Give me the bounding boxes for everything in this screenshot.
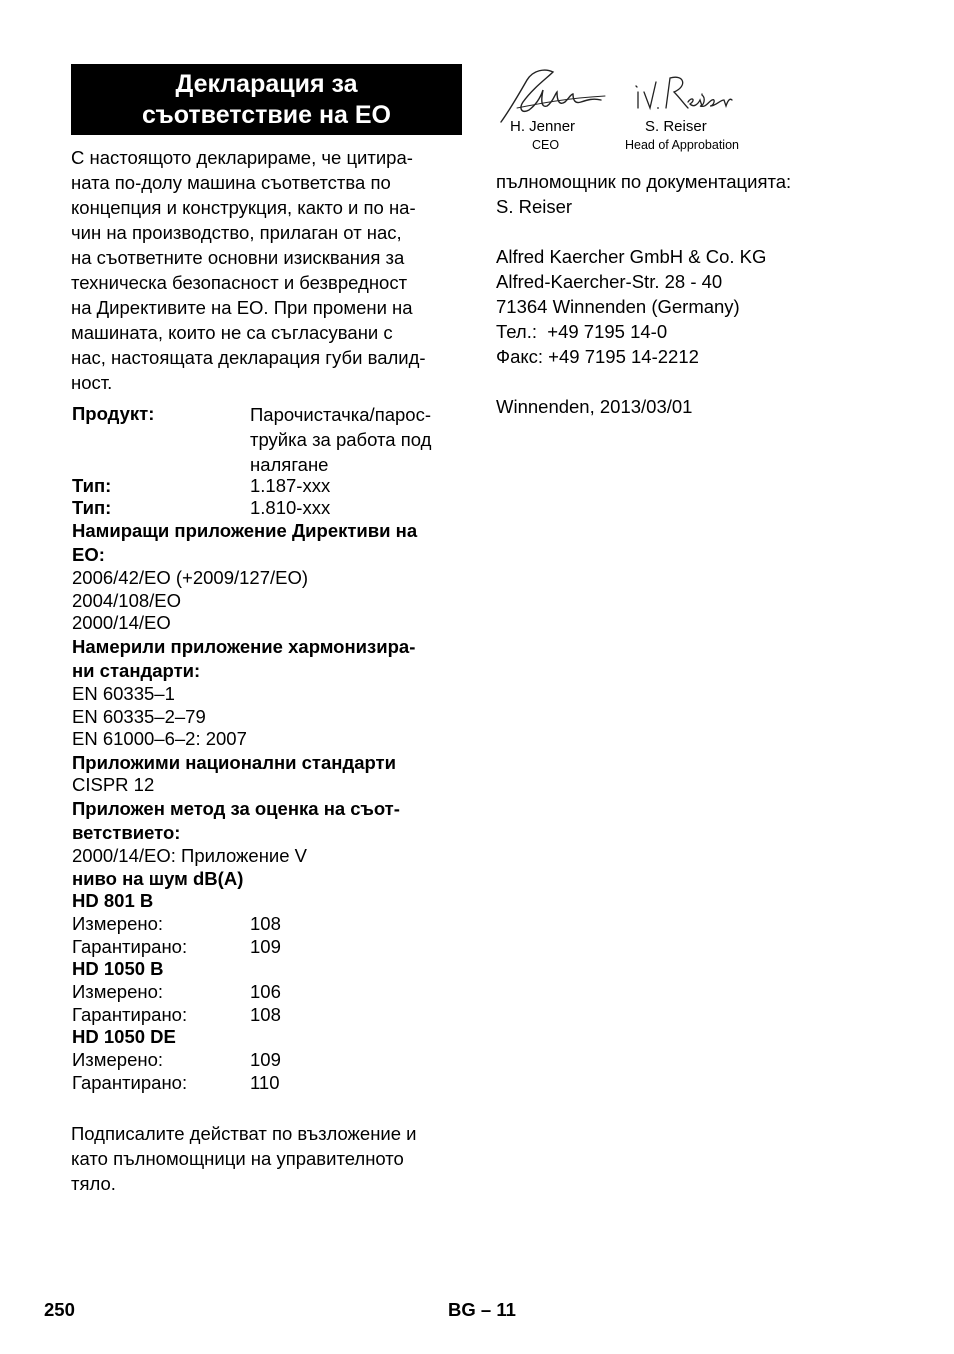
measured-value: 108 [250,913,281,934]
measured-value: 109 [250,1049,281,1070]
intro-line: нас, настоящата декларация губи валид- [71,347,426,368]
address-line: 71364 Winnenden (Germany) [496,296,740,317]
reiser-signature [634,72,734,118]
guaranteed-label: Гарантирано: [72,936,188,957]
intro-line: ност. [71,372,113,393]
measured-value: 106 [250,981,281,1002]
measured-label: Измерено: [72,981,164,1002]
assessment-heading: Приложен метод за оценка на съот- [72,798,400,819]
intro-line: на съответните основни изисквания за [71,247,405,268]
title-line-1: Декларация за [175,70,358,98]
place-date: Winnenden, 2013/03/01 [496,396,693,417]
signatory-name: H. Jenner [510,118,576,135]
directives-heading: ЕО: [72,544,105,565]
product-value-line: Парочистачка/парос- [250,404,431,425]
type-value: 1.810-xxx [250,497,331,518]
closing-line: Подписалите действат по възложение и [71,1123,417,1144]
title-line-2: съответствие на ЕО [141,101,392,129]
measured-label: Измерено: [72,913,164,934]
jenner-signature [497,64,607,124]
noise-model-name: HD 1050 DE [72,1026,176,1047]
signatory-role: Head of Approbation [625,138,739,152]
noise-model-name: HD 1050 B [72,958,164,979]
guaranteed-label: Гарантирано: [72,1004,188,1025]
authorized-line: S. Reiser [496,196,573,217]
intro-line: концепция и конструкция, както и по на- [71,197,416,218]
standard-item: EN 60335–2–79 [72,706,206,727]
address-line: Alfred Kaercher GmbH & Co. KG [496,246,767,267]
standards-heading: Намерили приложение хармонизира- [72,636,416,657]
product-value-line: труйка за работа под [250,429,432,450]
closing-line: като пълномощници на управителното [71,1148,404,1169]
standards-heading: ни стандарти: [72,660,201,681]
signatory-role: CEO [532,138,560,152]
noise-model-name: HD 801 B [72,890,154,911]
guaranteed-value: 108 [250,1004,281,1025]
noise-heading: ниво на шум dB(A) [72,868,244,889]
address-line: Alfred-Kaercher-Str. 28 - 40 [496,271,723,292]
product-value-line: налягане [250,454,329,475]
type-label: Тип: [72,497,112,518]
signatory-name: S. Reiser [645,118,707,135]
directive-item: 2000/14/ЕО [72,612,171,633]
product-value [250,402,465,477]
assessment-heading: ветствието: [72,822,181,843]
guaranteed-label: Гарантирано: [72,1072,188,1093]
intro-line: ната по-долу машина съответства по [71,172,391,193]
guaranteed-value: 110 [250,1072,280,1093]
guaranteed-value: 109 [250,936,281,957]
directive-item: 2006/42/ЕО (+2009/127/ЕО) [72,567,309,588]
closing-line: тяло. [71,1173,116,1194]
address-line: Факс: +49 7195 14-2212 [496,346,699,367]
page-number: 250 [44,1299,75,1320]
authorized-representative [496,169,791,219]
intro-line: на Директивите на ЕО. При промени на [71,297,413,318]
assessment-value: 2000/14/ЕО: Приложение V [72,845,308,866]
product-label: Продукт: [72,403,155,424]
closing-paragraph [71,1121,466,1196]
intro-line: машината, които не са съгласувани с [71,322,393,343]
standard-item: EN 61000–6–2: 2007 [72,728,247,749]
intro-line: техническа безопасност и безвредност [71,272,408,293]
type-value: 1.187-xxx [250,475,331,496]
intro-paragraph [71,145,466,395]
directive-item: 2004/108/ЕО [72,590,182,611]
authorized-line: пълномощник по документацията: [496,171,792,192]
national-standards-heading: Приложими национални стандарти [72,752,396,773]
type-label: Тип: [72,475,112,496]
intro-line: чин на производство, прилаган от нас, [71,222,402,243]
directives-heading: Намиращи приложение Директиви на [72,520,418,541]
standard-item: EN 60335–1 [72,683,175,704]
measured-label: Измерено: [72,1049,164,1070]
intro-line: С настоящото декларираме, че цитира- [71,147,413,168]
company-address [496,244,766,369]
declaration-title [71,64,462,135]
section-label: BG – 11 [448,1299,516,1320]
national-standard-item: CISPR 12 [72,774,155,795]
address-line: Тел.: +49 7195 14-0 [496,321,668,342]
